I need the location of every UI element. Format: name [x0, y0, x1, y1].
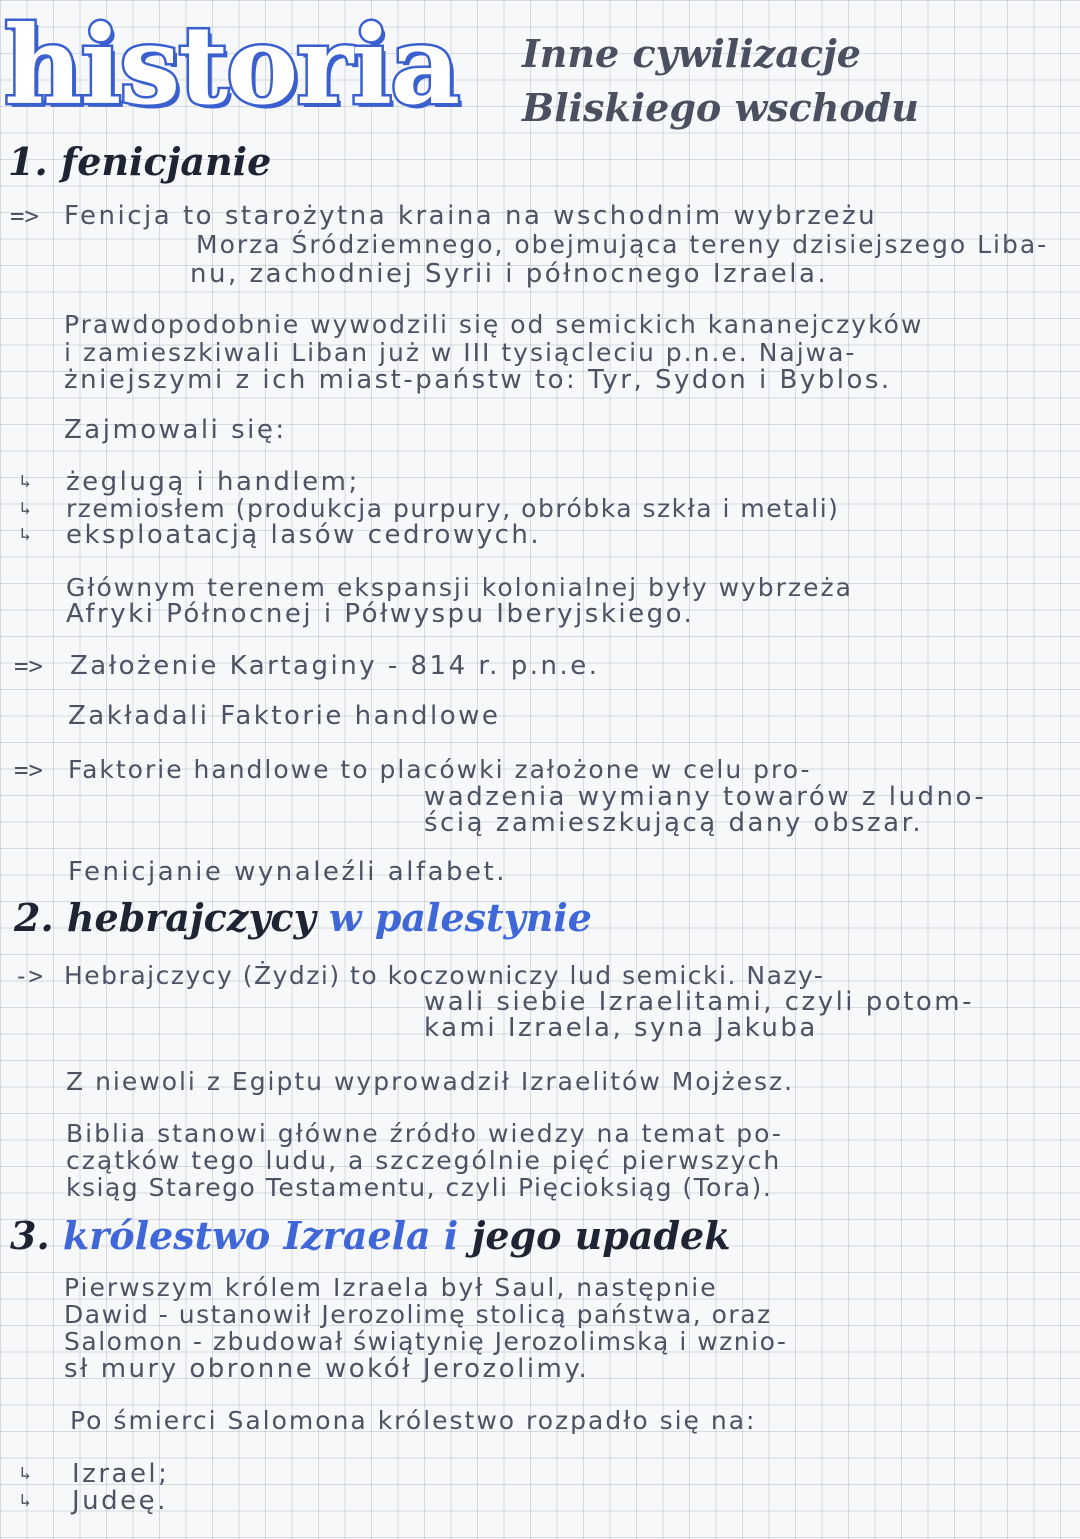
section-1-number: 1. [8, 139, 48, 184]
bible-line-1: Biblia stanowi główne źródło wiedzy na temat po- [66, 1119, 783, 1148]
origin-line-3: żniejszymi z ich miast-państw to: Tyr, Sydon i Byblos. [64, 365, 892, 395]
kingdom-item: Judeę. [72, 1486, 168, 1516]
section-2-title-part-2: w palestynie [328, 895, 592, 940]
section-2-title-part-1: hebrajczycy [66, 895, 316, 940]
arrow-icon: => [14, 756, 43, 784]
arrow-icon: => [14, 652, 43, 680]
factories-statement: Zakładali Faktorie handlowe [68, 701, 501, 731]
bullet-arrow-icon: ↳ [20, 1463, 31, 1484]
moses-statement: Z niewoli z Egiptu wyprowadził Izraelitów Mojżesz. [66, 1067, 795, 1096]
factories-definition-line-3: ścią zamieszkującą dany obszar. [424, 808, 924, 838]
subtitle-line-1: Inne cywilizacje [522, 31, 861, 76]
page-title: historia [4, 3, 459, 129]
bullet-arrow-icon: ↳ [20, 524, 31, 545]
expansion-line-1: Głównym terenem ekspansji kolonialnej były wybrzeża [66, 573, 853, 602]
section-3-heading [10, 1212, 731, 1260]
occupation-item: rzemiosłem (produkcja purpury, obróbka szkła i metali) [66, 494, 840, 523]
kingdom-line-3: Salomon - zbudował świątynię Jerozolimską i wznio- [64, 1327, 788, 1356]
bible-line-2: czątków tego ludu, a szczególnie pięć pierwszych [66, 1146, 782, 1175]
carthage-founding: Założenie Kartaginy - 814 r. p.n.e. [70, 651, 600, 681]
hebrews-line-1: Hebrajczycy (Żydzi) to koczowniczy lud semicki. Nazy- [64, 961, 825, 990]
bullet-arrow-icon: ↳ [20, 471, 31, 492]
section-2-number: 2. [14, 895, 54, 940]
origin-line-2: i zamieszkiwali Liban już w III tysiącleciu p.n.e. Najwa- [64, 338, 857, 367]
section-3-title-part-1: królestwo Izraela i [62, 1213, 459, 1258]
kingdom-line-1: Pierwszym królem Izraela był Saul, następnie [64, 1273, 718, 1302]
fenicja-definition-line-1: Fenicja to starożytna kraina na wschodnim wybrzeżu [64, 201, 878, 231]
kingdom-line-2: Dawid - ustanowił Jerozolimę stolicą państwa, oraz [64, 1300, 772, 1329]
occupation-item: żeglugą i handlem; [66, 467, 360, 497]
expansion-line-2: Afryki Północnej i Półwyspu Iberyjskiego. [66, 599, 695, 629]
fenicja-definition-line-3: nu, zachodniej Syrii i północnego Izraela. [190, 259, 829, 289]
arrow-icon: -> [14, 962, 43, 990]
bible-line-3: ksiąg Starego Testamentu, czyli Pięcioksiąg (Tora). [66, 1173, 773, 1202]
section-1-title: fenicjanie [60, 139, 272, 184]
division-statement: Po śmierci Salomona królestwo rozpadło się na: [70, 1406, 757, 1435]
kingdom-item: Izrael; [72, 1459, 170, 1489]
factories-definition-line-1: Faktorie handlowe to placówki założone w celu pro- [68, 755, 812, 784]
bullet-arrow-icon: ↳ [20, 498, 31, 519]
fenicja-definition-line-2: Morza Śródziemnego, obejmująca tereny dzisiejszego Liba- [196, 230, 1049, 259]
hebrews-line-3: kami Izraela, syna Jakuba [424, 1013, 818, 1043]
section-1-heading [8, 138, 271, 186]
occupations-label: Zajmowali się: [64, 415, 287, 445]
kingdom-line-4: sł mury obronne wokół Jerozolimy. [64, 1354, 590, 1384]
section-2-heading [14, 894, 592, 942]
occupation-item: eksploatacją lasów cedrowych. [66, 520, 542, 550]
origin-line-1: Prawdopodobnie wywodzili się od semickich kananejczyków [64, 310, 924, 339]
hebrews-line-2: wali siebie Izraelitami, czyli potom- [424, 987, 975, 1017]
section-3-number: 3. [10, 1213, 50, 1258]
alphabet-statement: Fenicjanie wynaleźli alfabet. [68, 857, 507, 887]
subtitle-line-2: Bliskiego wschodu [522, 85, 919, 130]
bullet-arrow-icon: ↳ [20, 1490, 31, 1511]
section-3-title-part-2: jego upadek [471, 1213, 731, 1258]
arrow-icon: => [10, 202, 39, 230]
factories-definition-line-2: wadzenia wymiany towarów z ludno- [424, 782, 987, 812]
